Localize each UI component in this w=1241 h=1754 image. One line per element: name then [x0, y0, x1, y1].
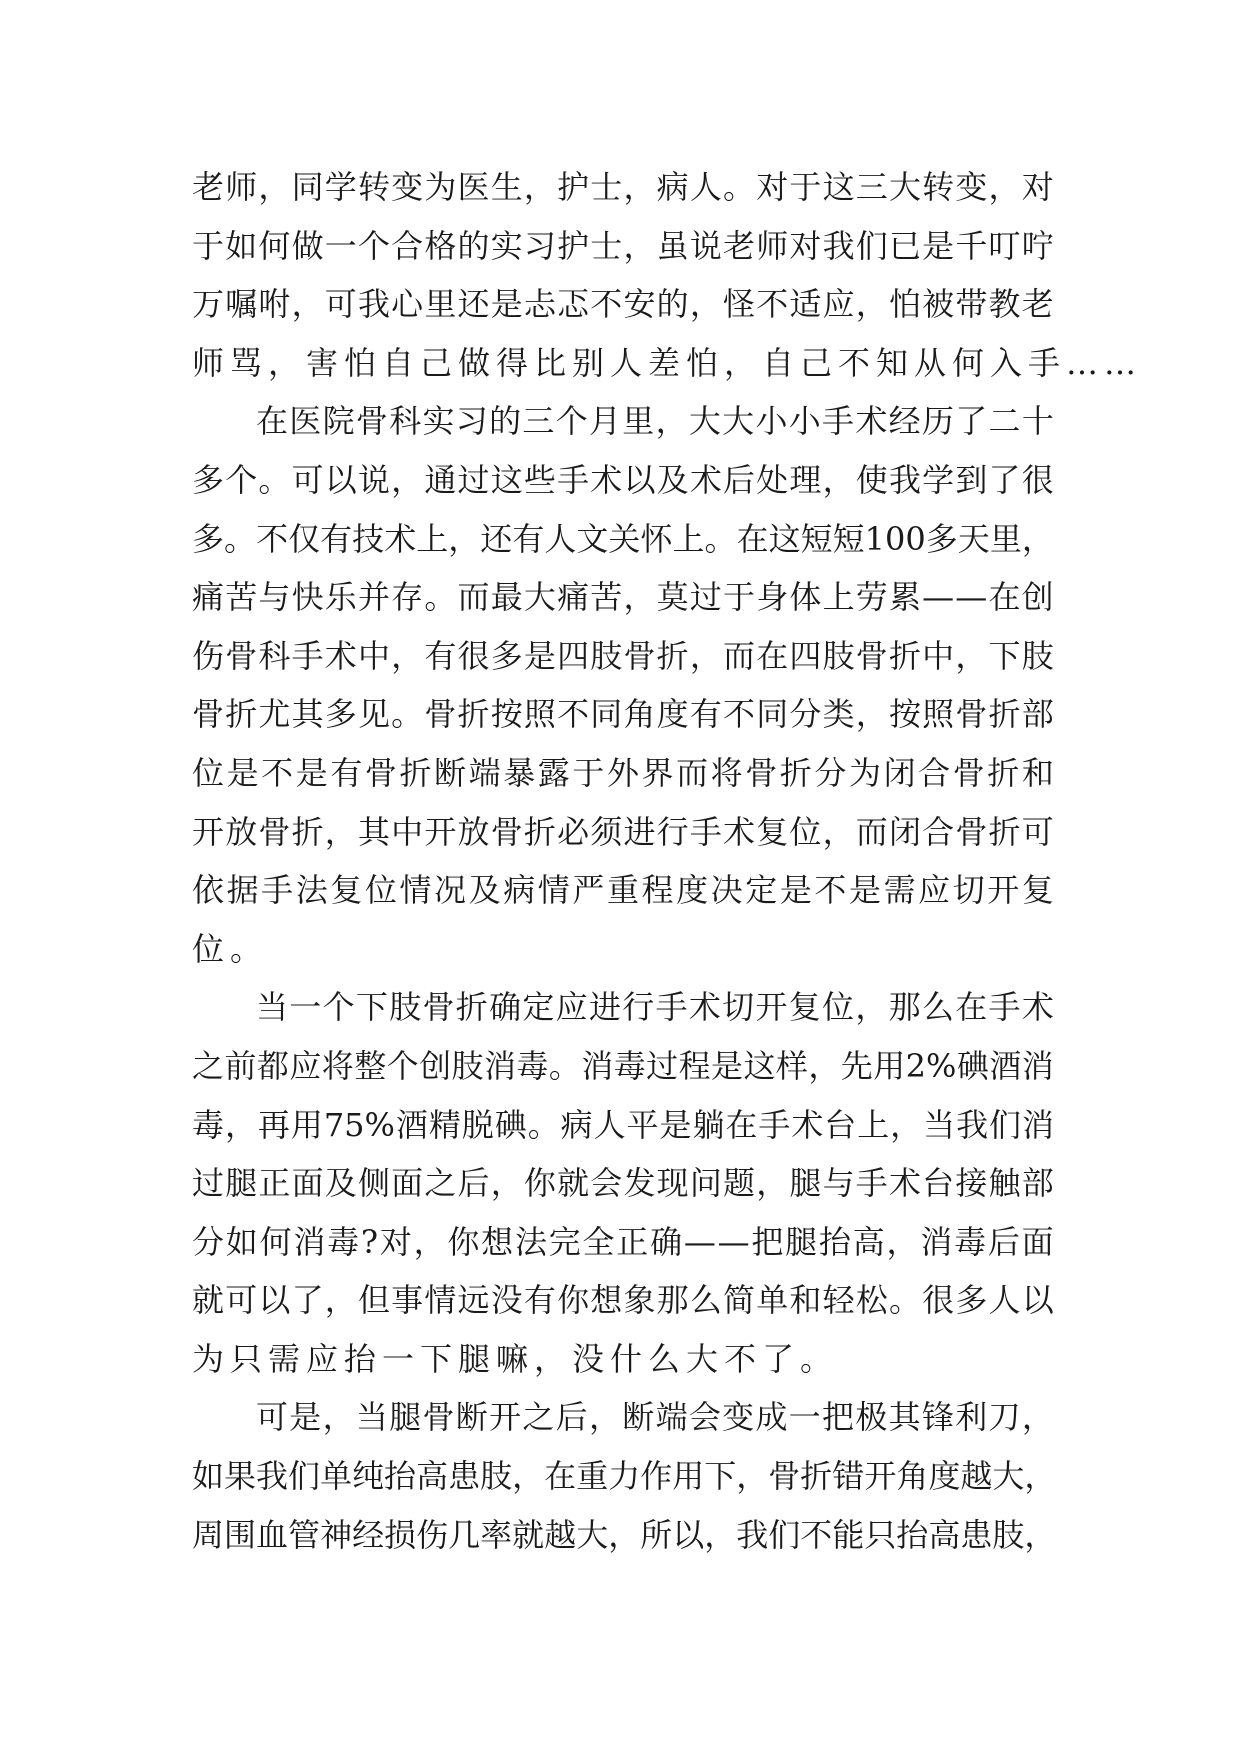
text-line: [192, 744, 1054, 803]
line-text: 周 围 血 管 神 经 损 伤 几 率 就 越 大 ， 所 以 ， 我 们 不 能 只 抬 高 患 肢 ，: [192, 1515, 1057, 1554]
line-text: 依 据 手 法 复 位 情 况 及 病 情 严 重 程 度 决 定 是 不 是 需 应 切 开 复: [192, 871, 1054, 910]
text-line: [192, 1330, 1054, 1389]
text-line: [192, 685, 1054, 744]
text-line: [192, 158, 1054, 217]
text-line: [192, 1388, 1054, 1447]
line-text: 位 是 不 是 有 骨 折 断 端 暴 露 于 外 界 而 将 骨 折 分 为 闭 合 骨 折 和: [192, 753, 1054, 792]
text-line: [192, 1213, 1054, 1272]
line-text: 之 前 都 应 将 整 个 创 肢 消 毒 。 消 毒 过 程 是 这 样 ， 先 用 2% 碘 酒 消: [192, 1046, 1054, 1085]
line-text: 为只需应抬一下腿嘛，没什么大不了。: [192, 1339, 839, 1378]
line-text: 如 果 我 们 单 纯 抬 高 患 肢 ， 在 重 力 作 用 下 ， 骨 折 错 开 角 度 越 大 ，: [192, 1457, 1057, 1496]
paragraph: [192, 392, 1054, 978]
line-text: 分 如 何 消 毒 ? 对 ， 你 想 法 完 全 正 确 — — 把 腿 抬 高 ， 消 毒 后 面: [192, 1222, 1054, 1261]
paragraph: [192, 1388, 1057, 1564]
line-text: 多 个 。 可 以 说 ， 通 过 这 些 手 术 以 及 术 后 处 理 ， 使 我 学 到 了 很: [192, 460, 1054, 499]
text-line: [192, 803, 1054, 862]
paragraph-indent: [192, 1388, 256, 1447]
text-line: [192, 217, 1054, 276]
line-text: 位。: [192, 929, 269, 968]
line-text: 师骂，害怕自己做得比别人差怕，自己不知从何入手……: [192, 343, 1143, 382]
text-line: [192, 1271, 1054, 1330]
document-body: [192, 158, 1143, 1564]
paragraph: [192, 158, 1143, 392]
text-line: [192, 275, 1054, 334]
line-text: 开 放 骨 折 ， 其 中 开 放 骨 折 必 须 进 行 手 术 复 位 ， 而 闭 合 骨 折 可: [192, 812, 1054, 851]
line-text: 就 可 以 了 ， 但 事 情 远 没 有 你 想 象 那 么 简 单 和 轻 松 。 很 多 人 以: [192, 1281, 1054, 1320]
text-line: [192, 978, 1054, 1037]
line-text: 于 如 何 做 一 个 合 格 的 实 习 护 士 ， 虽 说 老 师 对 我 们 已 是 千 叮 咛: [192, 226, 1054, 265]
text-line: [192, 334, 1143, 393]
text-line: [192, 1037, 1054, 1096]
line-text: 毒 ， 再 用 75% 酒 精 脱 碘 。 病 人 平 是 躺 在 手 术 台 上 ， 当 我 们 消: [192, 1105, 1054, 1144]
text-line: [192, 1154, 1054, 1213]
line-text: 过 腿 正 面 及 侧 面 之 后 ， 你 就 会 发 现 问 题 ， 腿 与 手 术 台 接 触 部: [192, 1164, 1054, 1203]
text-line: [192, 1096, 1054, 1155]
line-text: 万 嘱 咐 ， 可 我 心 里 还 是 忐 忑 不 安 的 ， 怪 不 适 应 ， 怕 被 带 教 老: [192, 285, 1054, 324]
text-line: [192, 510, 1054, 569]
text-line: [192, 1506, 1057, 1565]
text-line: [192, 920, 1054, 979]
text-line: [192, 627, 1054, 686]
line-text: 痛 苦 与 快 乐 并 存 。 而 最 大 痛 苦 ， 莫 过 于 身 体 上 劳 累 — — 在 创: [192, 578, 1054, 617]
paragraph-indent: [192, 392, 256, 451]
line-text: 可 是 ， 当 腿 骨 断 开 之 后 ， 断 端 会 变 成 一 把 极 其 锋 利 刀 ，: [256, 1398, 1054, 1437]
line-text: 老 师 ， 同 学 转 变 为 医 生 ， 护 士 ， 病 人 。 对 于 这 三 大 转 变 ， 对: [192, 168, 1054, 206]
paragraph: [192, 978, 1054, 1388]
text-line: [192, 392, 1054, 451]
line-text: 当 一 个 下 肢 骨 折 确 定 应 进 行 手 术 切 开 复 位 ， 那 么 在 手 术: [256, 988, 1054, 1027]
paragraph-indent: [192, 978, 256, 1037]
text-line: [192, 861, 1054, 920]
text-line: [192, 1447, 1057, 1506]
line-text: 伤 骨 科 手 术 中 ， 有 很 多 是 四 肢 骨 折 ， 而 在 四 肢 骨 折 中 ， 下 肢: [192, 636, 1054, 675]
text-line: [192, 568, 1054, 627]
text-line: [192, 451, 1054, 510]
line-text: 骨 折 尤 其 多 见 。 骨 折 按 照 不 同 角 度 有 不 同 分 类 ， 按 照 骨 折 部: [192, 695, 1054, 734]
line-text: 在 医 院 骨 科 实 习 的 三 个 月 里 ， 大 大 小 小 手 术 经 历 了 二 十: [256, 402, 1054, 441]
line-text: 多 。 不 仅 有 技 术 上 ， 还 有 人 文 关 怀 上 。 在 这 短 短 100 多 天 里 ，: [192, 519, 1054, 558]
